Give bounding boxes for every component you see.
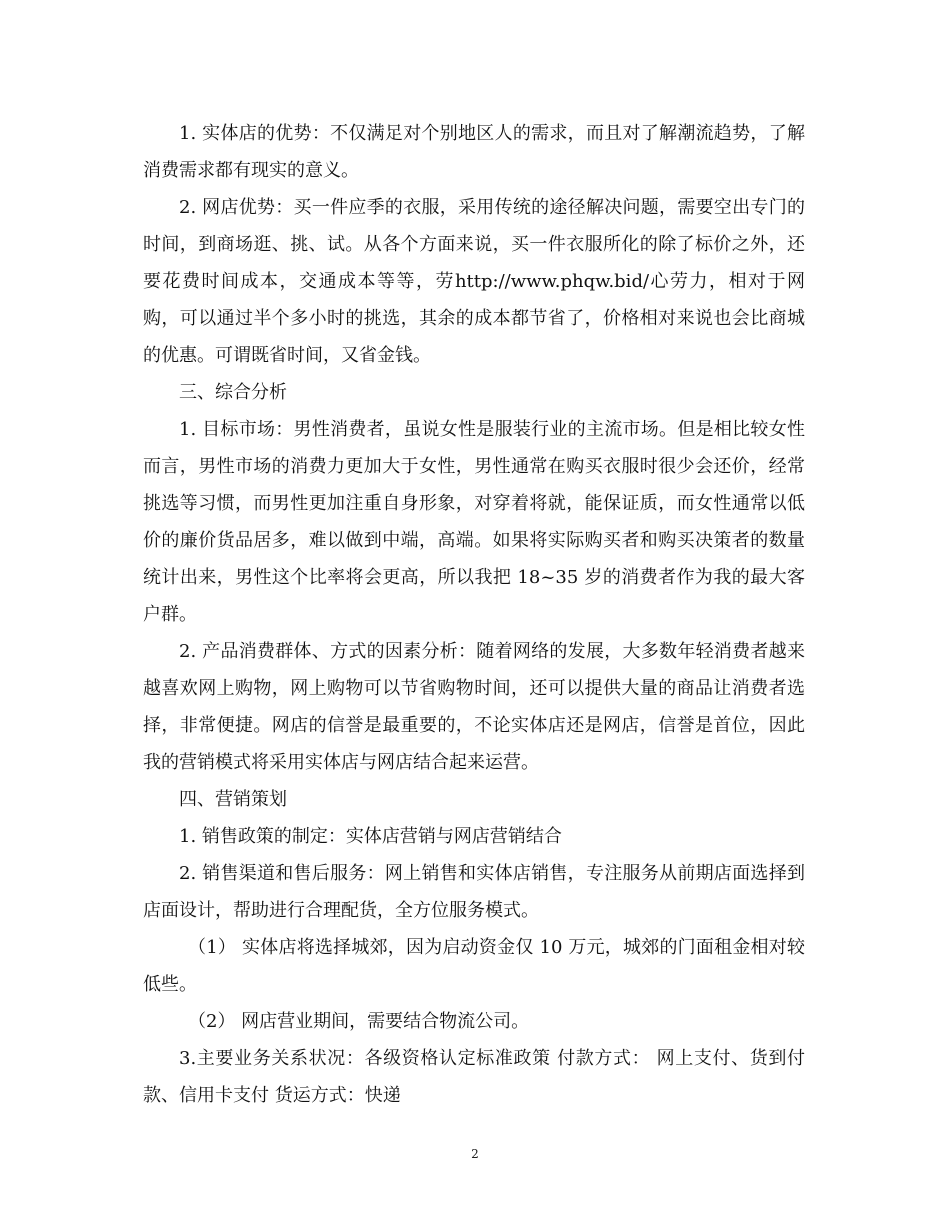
section-heading-marketing-plan: 四、营销策划 bbox=[179, 789, 287, 810]
paragraph-online-store-advantages: 2. 网店优势：买一件应季的衣服，采用传统的途径解决问题，需要空出专门的时间，到商场逛、挑、试。从各个方面来说，买一件衣服所化的除了标价之外，还要花费时间成本，交通成本等等，劳http://www.phqw.bid/心劳力，相对于网购，可以通过半个多小时的挑选，其余的成本都节省了，价格相对来说也会比商城的优惠。可谓既省时间，又省金钱。 bbox=[143, 197, 805, 366]
paragraph-consumer-factor-analysis: 2. 产品消费群体、方式的因素分析：随着网络的发展，大多数年轻消费者越来越喜欢网上购物，网上购物可以节省购物时间，还可以提供大量的商品让消费者选择，非常便捷。网店的信誉是最重要的，不论实体店还是网店，信誉是首位，因此我的营销模式将采用实体店与网店结合起来运营。 bbox=[143, 641, 805, 773]
paragraph-target-market: 1. 目标市场：男性消费者，虽说女性是服装行业的主流市场。但是相比较女性而言，男性市场的消费力更加大于女性，男性通常在购买衣服时很少会还价，经常挑选等习惯，而男性更加注重自身形象，对穿着将就，能保证质，而女性通常以低价的廉价货品居多，难以做到中端，高端。如果将实际购买者和购买决策者的数量统计出来，男性这个比率将会更高，所以我把 18~35 岁的消费者作为我的最大客户群。 bbox=[143, 419, 805, 625]
page-number: 2 bbox=[471, 1147, 479, 1161]
section-heading-comprehensive-analysis: 三、综合分析 bbox=[179, 382, 287, 403]
document-body bbox=[143, 115, 805, 1114]
paragraph-sales-channels: 2. 销售渠道和售后服务：网上销售和实体店销售，专注服务从前期店面选择到店面设计，帮助进行合理配货，全方位服务模式。 bbox=[143, 863, 805, 921]
paragraph-sales-policy: 1. 销售政策的制定：实体店营销与网店营销结合 bbox=[179, 826, 562, 847]
paragraph-business-relations: 3.主要业务关系状况：各级资格认定标准政策 付款方式： 网上支付、货到付款、信用卡支付 货运方式：快递 bbox=[143, 1048, 805, 1106]
paragraph-physical-store-advantages: 1. 实体店的优势：不仅满足对个别地区人的需求，而且对了解潮流趋势，了解消费需求都有现实的意义。 bbox=[143, 123, 805, 181]
paragraph-online-store-logistics: （2） 网店营业期间，需要结合物流公司。 bbox=[188, 1011, 530, 1032]
paragraph-physical-store-location: （1） 实体店将选择城郊，因为启动资金仅 10 万元，城郊的门面租金相对较低些。 bbox=[143, 937, 805, 995]
